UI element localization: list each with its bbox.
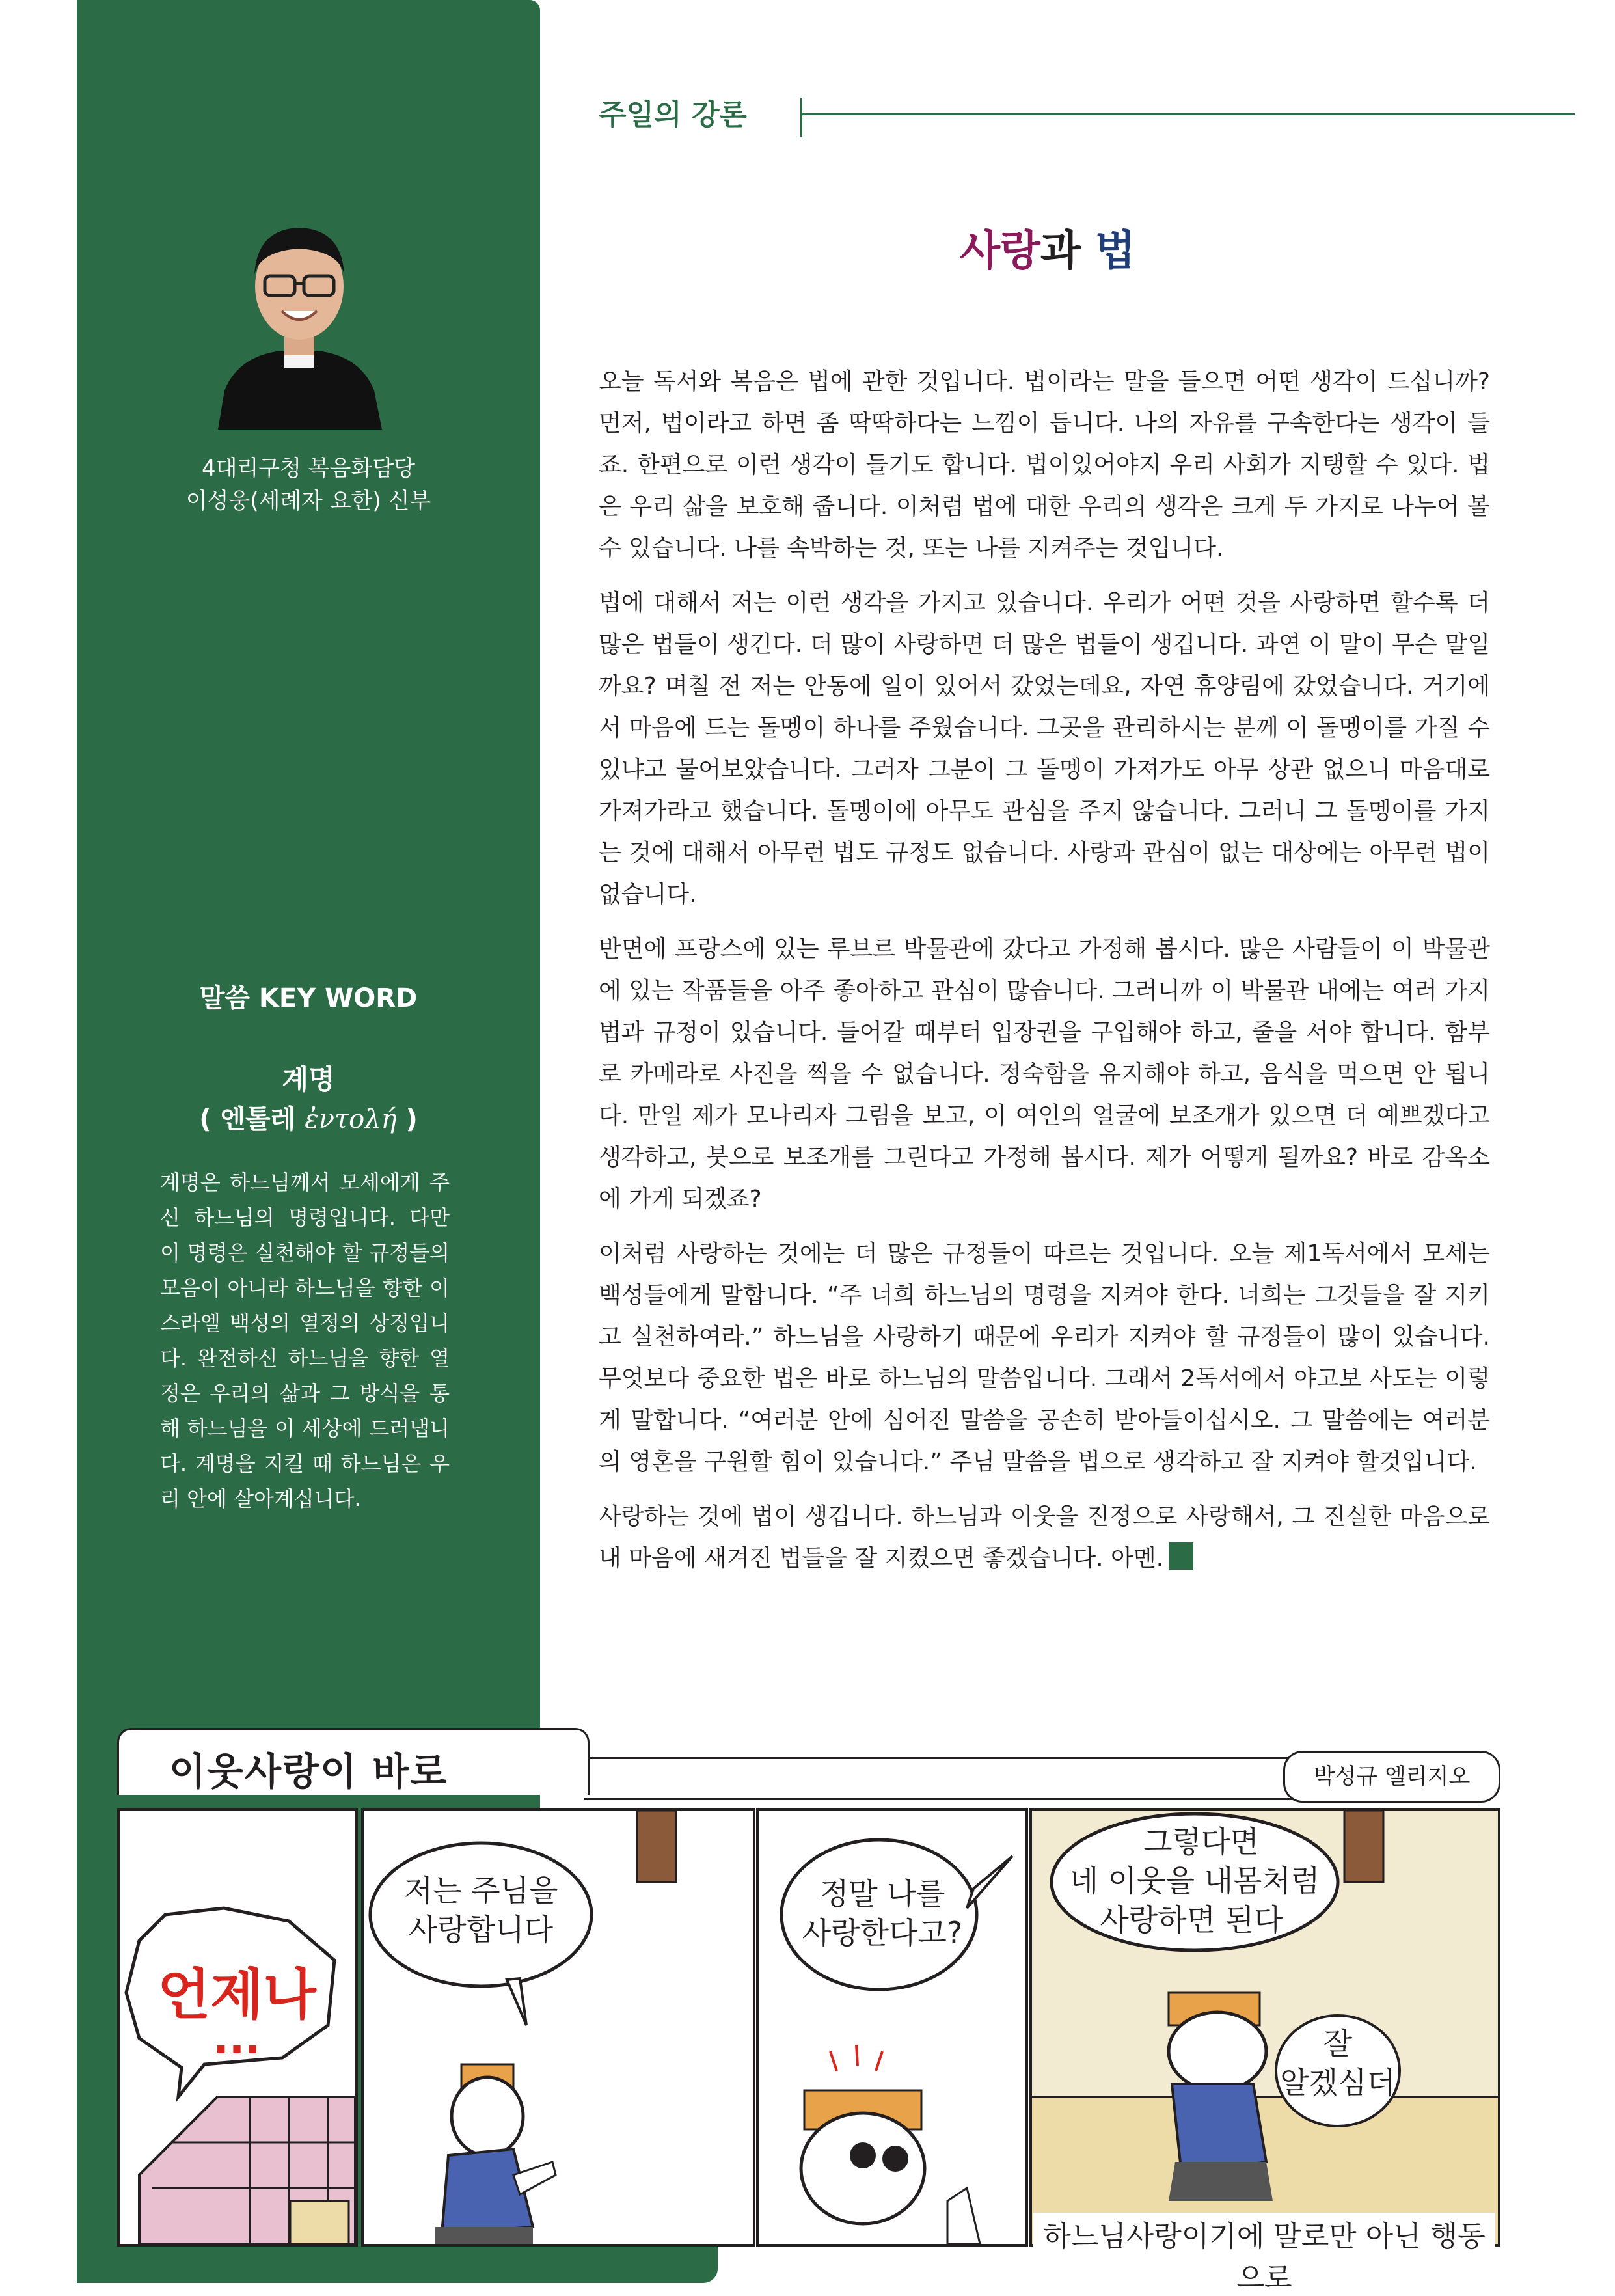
author-organization: 4대리구청 복음화담당 [201,456,416,482]
panel2-speech-line1: 저는 주님을 [403,1873,558,1908]
paragraph-last [599,1496,1490,1579]
article-end-square-icon [1169,1542,1193,1570]
author-name: 이성웅(세례자 요한) 신부 [185,488,431,514]
keyword-greek: ἐντολή [305,1104,397,1134]
panel4-speech-line1: 그렇다면 [1143,1824,1259,1859]
panel3-speech-line1: 정말 나를 [819,1876,945,1911]
panel2-speech-line2: 사랑합니다 [408,1912,554,1947]
keyword-description: 계명은 하느님께서 모세에게 주신 하느님의 명령입니다. 다만 이 명령은 실천해야 할 규정들의 모음이 아니라 하느님을 향한 이스라엘 백성의 열정의 상징입니다. 완전하신 하느님을 향한 열정은 우리의 삶과 그 방식을 통해 하느님을 이 세상에 드러냅니다. 계명을 지킬 때 하느님은 우리 안에 살아계십니다. [160,1170,450,1511]
panel4-reply-line2: 알겠심더 [1280,2065,1396,2100]
comic-title: 이웃사랑이 바로 [169,1749,448,1794]
comic-panel-2 [361,1808,755,2247]
section-divider-vertical [800,98,802,137]
keyword-korean: 엔톨레 [220,1104,296,1134]
paragraph: 법에 대해서 저는 이런 생각을 가지고 있습니다. 우리가 어떤 것을 사랑하면 할수록 더 많은 법들이 생긴다. 더 많이 사랑하면 더 많은 법들이 생깁니다. 과연 이 말이 무슨 말일까요? 며칠 전 저는 안동에 일이 있어서 갔었는데요, 자연 휴양림에 갔었습니다. 거기에서 마음에 드는 돌멩이 하나를 주웠습니다. 그곳을 관리하시는 분께 이 돌멩이를 가질 수 있냐고 물어보았습니다. 그러자 그분이 그 돌멩이 가져가도 아무 상관 없으니 마음대로 가져가라고 했습니다. 돌멩이에 아무도 관심을 주지 않습니다. 그러니 그 돌멩이를 가지는 것에 대해서 아무런 법도 규정도 없습니다. 사랑과 관심이 없는 대상에는 아무런 법이 없습니다. [599,590,1490,908]
keyword-paren-close: ) [396,1104,418,1134]
title-love: 사랑 [960,227,1040,275]
panel4-speech-line3: 사랑하면 된다 [1100,1902,1283,1937]
comic-caption: 하느님사랑이기에 말로만 아닌 행동으로 [1033,2213,1495,2296]
comic-panel-4 [1029,1808,1500,2247]
comic-author: 박성규 엘리지오 [1283,1751,1500,1803]
panel1-exclaim-text: 언제나 [157,1963,316,2027]
paragraph: 사랑하는 것에 법이 생깁니다. 하느님과 이웃을 진정으로 사랑해서, 그 진실한 마음으로 내 마음에 새겨진 법들을 잘 지켰으면 좋겠습니다. 아멘. [599,1503,1490,1572]
panel1-dots-text: ... [213,2016,261,2064]
keyword-term: 계명 [282,1063,335,1095]
comic-panel-3 [756,1808,1028,2247]
keyword-paren-open: ( [199,1104,221,1134]
author-portrait [211,195,387,430]
panel4-speech-line2: 네 이웃을 내몸처럼 [1069,1863,1320,1898]
keyword-transliteration [77,1099,540,1136]
section-divider-horizontal [802,113,1575,115]
panel4-reply-line1: 잘 [1323,2026,1353,2061]
paragraph: 반면에 프랑스에 있는 루브르 박물관에 갔다고 가정해 봅시다. 많은 사람들이 이 박물관에 있는 작품들을 아주 좋아하고 관심이 많습니다. 그러니까 이 박물관 내에는 여러 가지 법과 규정이 있습니다. 들어갈 때부터 입장권을 구입해야 하고, 줄을 서야 합니다. 함부로 카메라로 사진을 찍을 수 없습니다. 정숙함을 유지해야 하고, 음식을 먹으면 안 됩니다. 만일 제가 모나리자 그림을 보고, 이 여인의 얼굴에 보조개가 있으면 더 예쁘겠다고 생각하고, 붓으로 보조개를 그린다고 가정해 봅시다. 제가 어떻게 될까요? 바로 감옥소에 가게 되겠죠? [599,936,1490,1212]
panel3-speech-line2: 사랑한다고? [802,1915,963,1950]
keyword-section-title: 말씀 KEY WORD [199,983,418,1013]
paragraph: 이처럼 사랑하는 것에는 더 많은 규정들이 따르는 것입니다. 오늘 제1독서에서 모세는 백성들에게 말합니다. “주 너희 하느님의 명령을 지켜야 한다. 너희는 그것들을 잘 지키고 실천하여라.” 하느님을 사랑하기 때문에 우리가 지켜야 할 규정들이 많이 있습니다. 무엇보다 중요한 법은 바로 하느님의 말씀입니다. 그래서 2독서에서 야고보 사도는 이렇게 말합니다. “여러분 안에 심어진 말씀을 공손히 받아들이십시오. 그 말씀에는 여러분의 영혼을 구원할 힘이 있습니다.” 주님 말씀을 법으로 생각하고 잘 지켜야 할것입니다. [599,1240,1490,1475]
priest-photo-icon [211,195,387,430]
section-label: 주일의 강론 [599,98,747,131]
comic-panel-1 [117,1808,358,2247]
title-and: 과 [1040,227,1095,275]
article-title [599,217,1497,277]
article-body [599,361,1490,1592]
paragraph: 오늘 독서와 복음은 법에 관한 것입니다. 법이라는 말을 들으면 어떤 생각이 드십니까? 먼저, 법이라고 하면 좀 딱딱하다는 느낌이 듭니다. 나의 자유를 구속한다는 생각이 들죠. 한편으로 이런 생각이 들기도 합니다. 법이있어야지 우리 사회가 지탱할 수 있다. 법은 우리 삶을 보호해 줍니다. 이처럼 법에 대한 우리의 생각은 크게 두 가지로 나누어 볼 수 있습니다. 나를 속박하는 것, 또는 나를 지켜주는 것입니다. [599,368,1490,562]
title-law: 법 [1094,227,1135,275]
